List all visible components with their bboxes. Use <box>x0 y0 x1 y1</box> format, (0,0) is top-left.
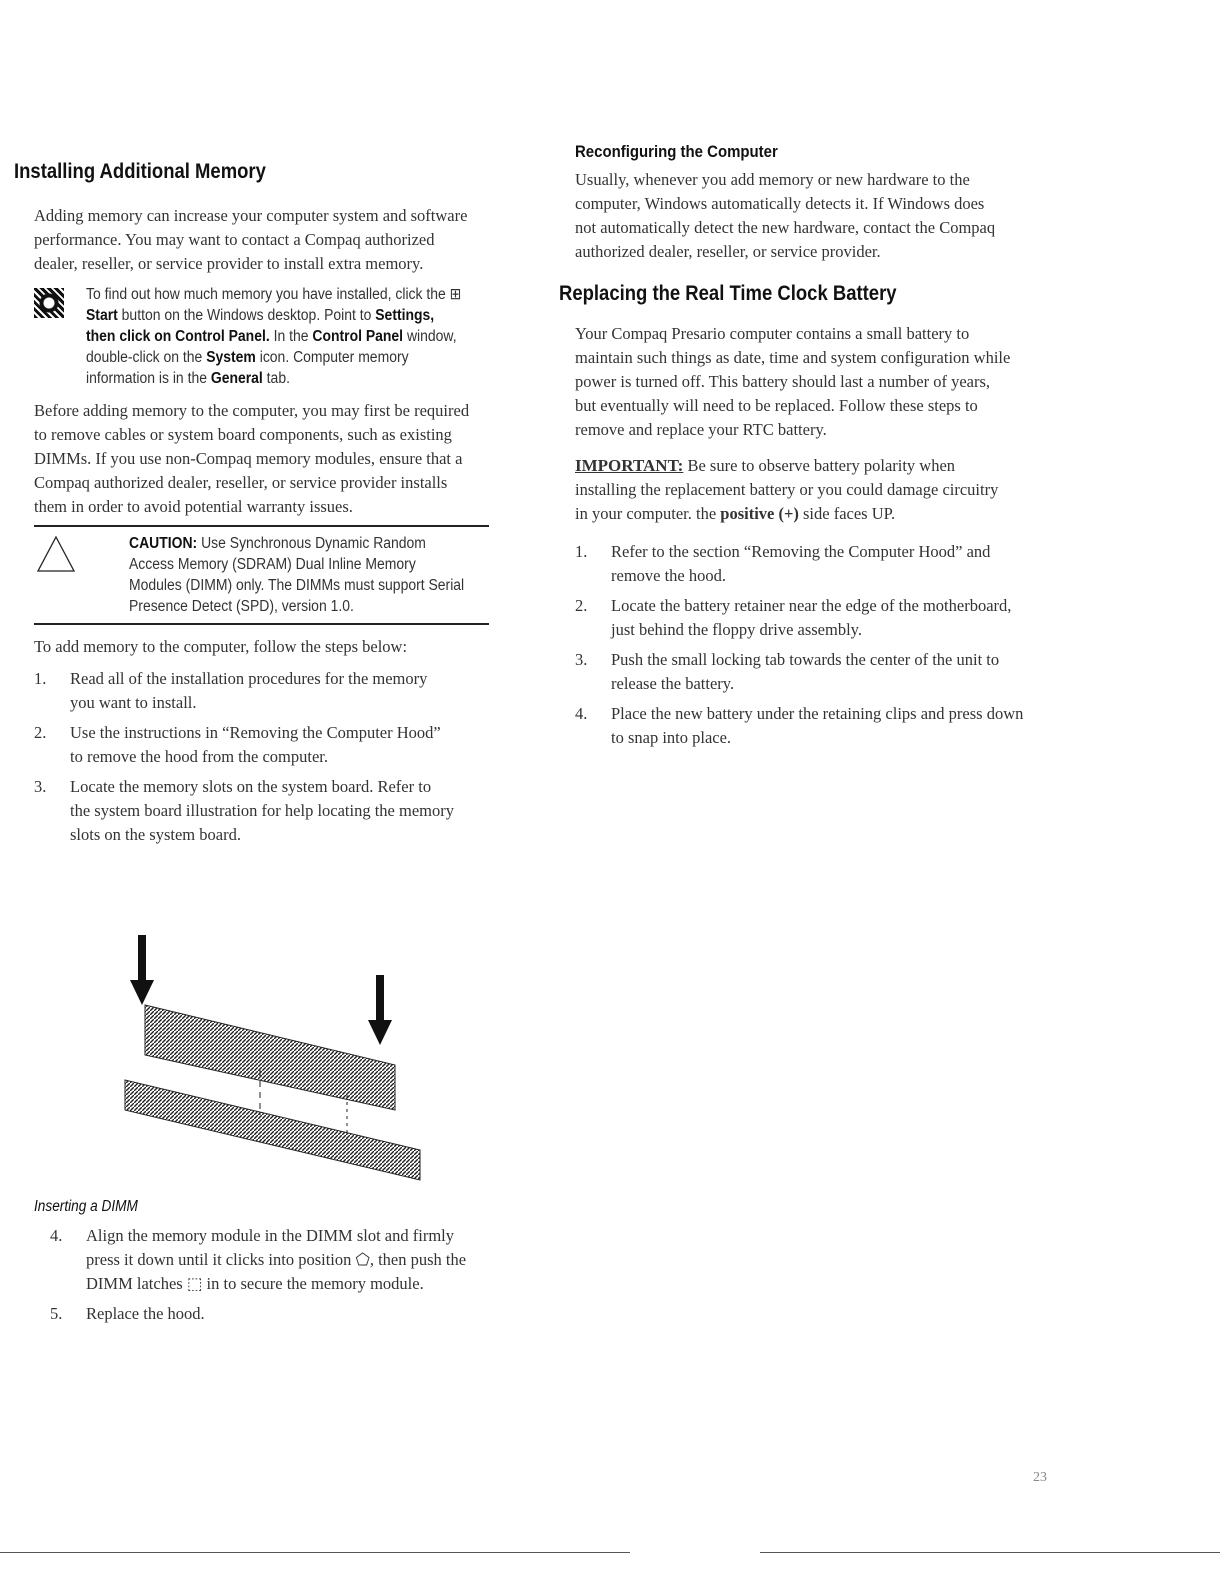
section-heading-rtc-battery: Replacing the Real Time Clock Battery <box>559 282 897 305</box>
page-number: 23 <box>1033 1470 1047 1485</box>
list-item: 1. Refer to the section “Removing the Computer Hood” and remove the hood. <box>575 542 991 585</box>
footer-rule <box>760 1552 1220 1553</box>
rtc-intro: Your Compaq Presario computer contains a small battery to maintain such things as date, time and system configuration while power is turned off. This battery should last a number of years, but eventually will need to be replaced. Follow these steps to remove and replace your RTC battery. <box>575 324 1011 439</box>
memory-steps-list <box>34 667 454 847</box>
memory-steps-list-continued <box>34 1224 490 1326</box>
caution-triangle-icon <box>36 535 76 573</box>
section-heading-memory: Installing Additional Memory <box>14 160 266 183</box>
list-item: 4. Place the new battery under the retaining clips and press down to snap into place. <box>575 704 1024 747</box>
left-column-bottom <box>34 1198 504 1332</box>
left-column <box>14 160 494 853</box>
before-adding-paragraph: Before adding memory to the computer, you may first be required to remove cables or system board components, such as existing DIMMs. If you use non-Compaq memory modules, ensure that a Compaq authorized dealer, reseller, or service provider installs them in order to avoid potential warranty issues. <box>34 401 470 516</box>
list-item: 4. Align the memory module in the DIMM slot and firmly press it down until it clicks into position ⬠, then push the DIMM latches ⬚ in to secure the memory module. <box>50 1226 467 1293</box>
memory-intro: Adding memory can increase your computer system and software performance. You may want to contact a Compaq authorized dealer, reseller, or service provider to install extra memory. <box>34 206 468 273</box>
right-column <box>559 142 1035 756</box>
tip-note: To find out how much memory you have installed, click the ⊞ Start button on the Windows desktop. Point to Settings, then click on Control Panel. In the Control Panel window, double-click on the System icon. Computer memory information is in the General tab. <box>34 284 494 389</box>
caution-box: CAUTION: Use Synchronous Dynamic Random Access Memory (SDRAM) Dual Inline Memory Modules (DIMM) only. The DIMMs must support Serial Presence Detect (SPD), version 1.0. <box>34 525 489 625</box>
list-item: 1. Read all of the installation procedures for the memory you want to install. <box>34 669 428 712</box>
figure-caption: Inserting a DIMM <box>34 1198 138 1215</box>
footer-rule <box>0 1552 630 1553</box>
list-item: 2. Use the instructions in “Removing the Computer Hood” to remove the hood from the computer. <box>34 723 441 766</box>
dimm-insertion-illustration <box>110 935 440 1185</box>
list-item: 3. Locate the memory slots on the system board. Refer to the system board illustration for help locating the memory slots on the system board. <box>34 777 454 844</box>
list-item: 3. Push the small locking tab towards the center of the unit to release the battery. <box>575 650 1000 693</box>
reconfig-paragraph: Usually, whenever you add memory or new hardware to the computer, Windows automatically detects it. If Windows does not automatically detect the new hardware, contact the Compaq authorized dealer, reseller, or service provider. <box>575 170 996 261</box>
tip-icon <box>34 288 64 318</box>
list-item: 5. Replace the hood. <box>50 1304 205 1323</box>
battery-steps-list <box>575 540 1025 750</box>
sub-heading-reconfiguring: Reconfiguring the Computer <box>575 142 778 161</box>
steps-intro: To add memory to the computer, follow the steps below: <box>34 637 408 656</box>
windows-logo-icon: ⊞ <box>449 286 462 303</box>
list-item: 2. Locate the battery retainer near the edge of the motherboard, just behind the floppy drive assembly. <box>575 596 1012 639</box>
important-note: IMPORTANT: Be sure to observe battery polarity when installing the replacement battery or you could damage circuitry in your computer. the positive (+) side faces UP. <box>575 456 999 523</box>
